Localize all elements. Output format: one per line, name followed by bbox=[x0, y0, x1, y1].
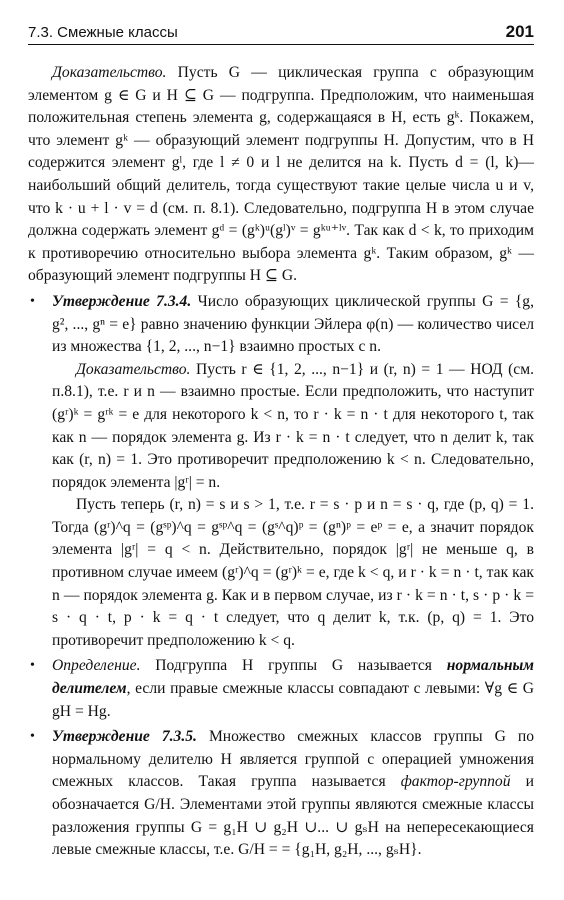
bullet: • bbox=[30, 293, 35, 309]
claim-text: Множество смежных классов группы G по нормальному делителю H является группой с операцией умножения смежных классов. Такая группа называется bbox=[52, 728, 534, 791]
proof-label: Доказательство. bbox=[52, 64, 167, 81]
proof-paragraph bbox=[52, 359, 534, 495]
claim-text: Число образующих циклической группы G = {g, g², ..., gⁿ = e} равно значению функции Эйлера φ(n) — количество чисел из множества {1, 2, ..., n−1} взаимно простых с n. bbox=[52, 292, 534, 356]
definition-text: , если правые смежные классы совпадают с левыми: ∀g ∈ G gH = Hg. bbox=[52, 680, 534, 720]
claim-term: фактор-группой bbox=[400, 773, 511, 791]
proof-paragraph bbox=[28, 62, 534, 288]
proof-continuation: Пусть теперь (r, n) = s и s > 1, т.е. r = s · p и n = s · q, где (p, q) = 1. Тогда (gʳ)^q = (gˢᵖ)^q = gˢᵖ^q = (gˢ^q)ᵖ = (gⁿ)ᵖ = eᵖ = e, а значит порядок элемента |gʳ| = q < n. Действительно, порядок |gʳ| не меньше q, в противном случае имеем (gʳ)^q = (gʳ)ᵏ = e, где k < q, и r · k = n · t, так как n — порядок элемента g. Как и в первом случае, из r · k = n · t, s · p · k = s · q · t, p · k = q · t следует, что q делит k, т.к. (p, q) = 1. Это противоречит предположению k < q. bbox=[52, 496, 534, 649]
bullet: • bbox=[30, 729, 35, 745]
section-title: 7.3. Смежные классы bbox=[28, 24, 178, 41]
proof-text: Пусть G — циклическая группа с образующим элементом g ∈ G и H ⊆ G — подгруппа. Предположим, что наименьшая положительная степень элемента g, содержащаяся в H, есть gᵏ. Покажем, что элемент gᵏ — образующий элемент подгруппы H. Допустим, что в H содержится элемент gˡ, где l ≠ 0 и l не делится на k. Пусть d = (l, k)— наибольший общий делитель, тогда существуют такие целые числа u и v, что k · u + l · v = d (см. п. 8.1). Следовательно, подгруппа H в этом случае должна содержать элемент gᵈ = (gᵏ)ᵘ(gˡ)ᵛ = gᵏᵘ⁺ˡᵛ. Так как d < k, то приходим к противоречию относительно выбора элемента gᵏ. Таким образом, gᵏ — образующий элемент подгруппы H ⊆ G. bbox=[28, 64, 534, 285]
bullet: • bbox=[30, 658, 35, 674]
claim-7-3-5 bbox=[28, 726, 534, 862]
claim-text: и обозначается G/H. Элементами этой группы являются смежные классы разложения группы G = g₁H ∪ g₂H ∪... ∪ gₛH на непересекающиеся левые смежные классы, т.е. G/H = = {g₁H, g₂H, ..., gₛH}. bbox=[52, 773, 534, 859]
claim-7-3-4 bbox=[28, 291, 534, 653]
running-header bbox=[28, 22, 534, 45]
proof-text: Пусть r ∈ {1, 2, ..., n−1} и (r, n) = 1 — НОД (см. п.8.1), т.е. r и n — взаимно простые. Если предположить, что наступит (gʳ)ᵏ = gʳᵏ = e для некоторого k < n, то r · k = n · t для некоторого t, так как n — порядок элемента g. Из r · k = n · t следует, что n делит k, так как (r, n) = 1. Это противоречит предположению k < n. Следовательно, порядок элемента |gʳ| = n. bbox=[52, 360, 534, 491]
claim-label: Утверждение 7.3.5. bbox=[52, 728, 197, 746]
definition-label: Определение. bbox=[52, 657, 141, 675]
claim-label: Утверждение 7.3.4. bbox=[52, 292, 192, 310]
definition-text: Подгруппа H группы G называется bbox=[140, 657, 447, 675]
definition-term: нормальным делителем bbox=[52, 657, 534, 698]
definition bbox=[28, 655, 534, 723]
page-number: 201 bbox=[505, 22, 534, 41]
page-body bbox=[28, 62, 534, 862]
proof-label: Доказательство. bbox=[76, 360, 191, 378]
